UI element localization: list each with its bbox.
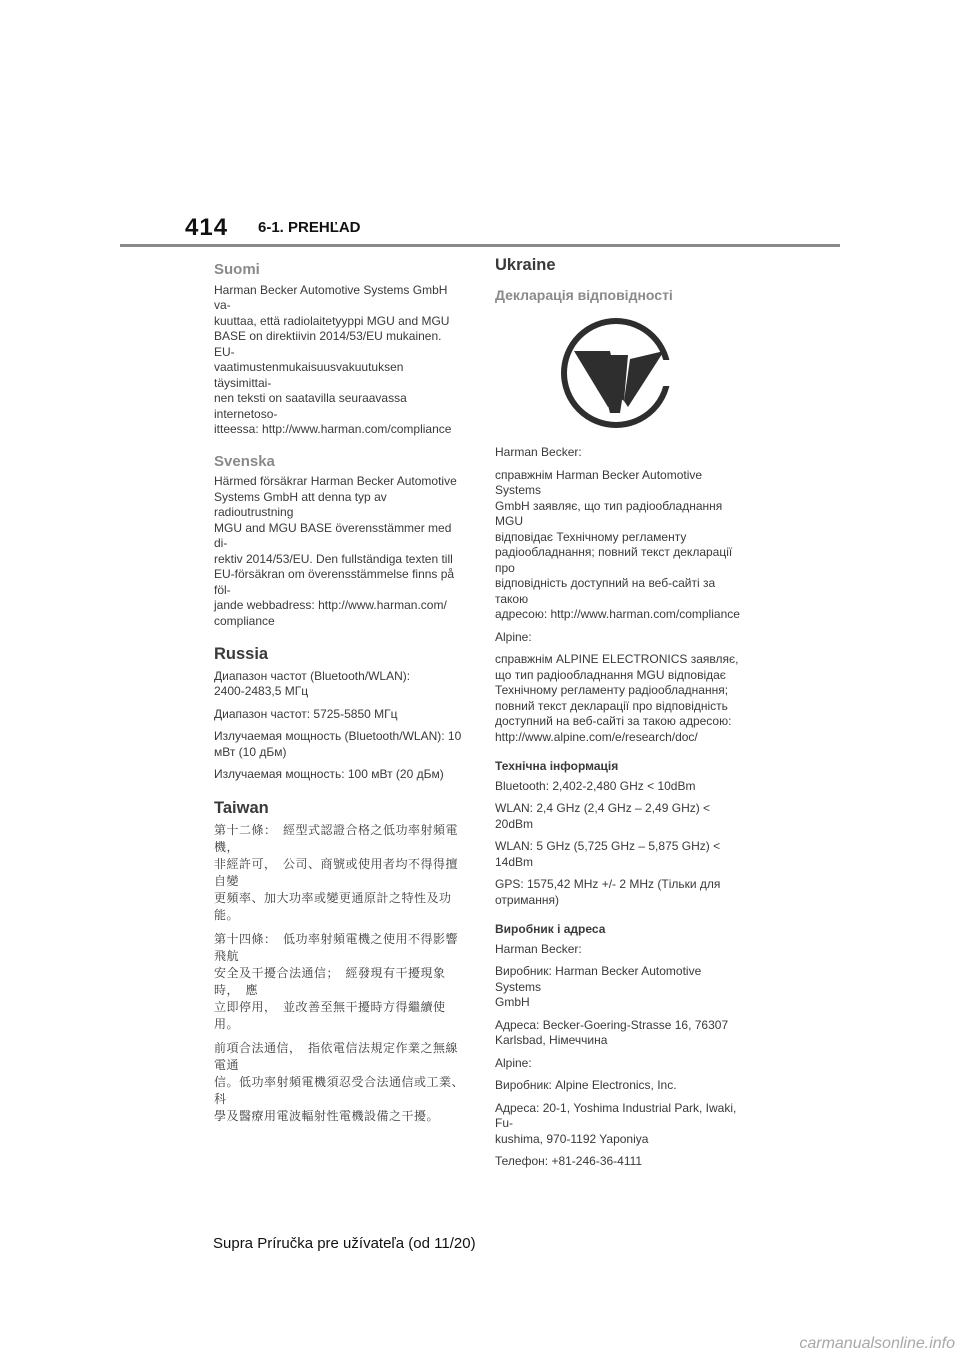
tech-bluetooth: Bluetooth: 2,402-2,480 GHz < 10dBm xyxy=(495,778,696,793)
russia-power-bt-wlan: Излучаемая мощность (Bluetooth/WLAN): 10 мВт (10 дБм) xyxy=(214,729,462,759)
harman-label: Harman Becker: xyxy=(495,445,582,459)
russia-power-5ghz: Излучаемая мощность: 100 мВт (20 дБм) xyxy=(214,767,444,781)
watermark: carmanualsonline.info xyxy=(799,1335,955,1352)
alpine-label: Alpine: xyxy=(495,629,532,644)
taiwan-article-12: 第十二條： 經型式認證合格之低功率射頻電機， 非經許可， 公司、商號或使用者均不得得擅自變 更頻率、加大功率或變更通原計之特性及功能。 xyxy=(214,823,459,922)
tech-info-heading: Технічна інформація xyxy=(495,759,619,773)
ukraine-conformity-mark-icon xyxy=(560,315,680,433)
suomi-section xyxy=(214,262,464,438)
manufacturer-alpine-address: Адреса: 20-1, Yoshima Industrial Park, Iwaki, Fu- kushima, 970-1192 Yaponiya xyxy=(495,1100,737,1146)
manufacturer-alpine-phone: Телефон: +81-246-36-4111 xyxy=(495,1154,643,1168)
tech-wlan-24: WLAN: 2,4 GHz (2,4 GHz – 2,49 GHz) < 20dBm xyxy=(495,801,711,831)
left-column xyxy=(214,258,464,1132)
russia-heading: Russia xyxy=(214,645,269,663)
manufacturer-heading: Виробник і адреса xyxy=(495,922,606,936)
declaration-heading: Декларація відповідності xyxy=(495,286,673,303)
svenska-section xyxy=(214,454,464,630)
manufacturer-harman-name: Виробник: Harman Becker Automotive Systems GmbH xyxy=(495,964,702,1009)
header-rule xyxy=(120,244,840,247)
manufacturer-alpine-name: Виробник: Alpine Electronics, Inc. xyxy=(495,1078,677,1092)
right-column xyxy=(495,258,745,1177)
manufacturer-harman-label: Harman Becker: xyxy=(495,941,582,956)
taiwan-legal-communication: 前項合法通信， 指依電信法規定作業之無線電通 信。低功率射頻電機須忍受合法通信或工業、科 學及醫療用電波輻射性電機設備之干擾。 xyxy=(214,1041,465,1123)
svenska-text: Härmed försäkrar Harman Becker Automotive Systems GmbH att denna typ av radioutrustning MGU and MGU BASE överensstämmer med di- rektiv 2014/53/EU. Den fullständiga texten till EU-försäkran om överensstämmelse finns på föl- jande webbadress: http://www.harman.com/ compliance xyxy=(214,474,457,628)
svenska-heading: Svenska xyxy=(214,452,275,470)
ukraine-conformity-mark xyxy=(495,315,745,433)
russia-frequency-bt-wlan: Диапазон частот (Bluetooth/WLAN): 2400-2483,5 МГц xyxy=(214,668,411,698)
tech-wlan-5: WLAN: 5 GHz (5,725 GHz – 5,875 GHz) < 14dBm xyxy=(495,839,721,869)
section-title: 6-1. PREHĽAD xyxy=(258,219,361,236)
russia-frequency-5ghz: Диапазон частот: 5725-5850 МГц xyxy=(214,706,398,721)
page-number: 414 xyxy=(185,214,229,241)
russia-section xyxy=(214,647,464,783)
taiwan-section xyxy=(214,798,465,1126)
taiwan-article-14: 第十四條： 低功率射頻電機之使用不得影響飛航 安全及干擾合法通信； 經發現有干擾現象時， 應 立即停用， 並改善至無干擾時方得繼續使用。 xyxy=(214,932,459,1031)
suomi-text: Harman Becker Automotive Systems GmbH va- kuuttaa, että radiolaitetyyppi MGU and MGU BASE on direktiivin 2014/53/EU mukainen. EU- vaatimustenmukaisuusvakuutuksen täysimittai- nen teksti on saatavilla seuraavassa internetoso- itteessa: http://www.harman.com/compliance xyxy=(214,282,452,436)
ukraine-heading: Ukraine xyxy=(495,256,556,274)
suomi-heading: Suomi xyxy=(214,261,260,278)
tech-gps: GPS: 1575,42 MHz +/- 2 MHz (Тільки для отримання) xyxy=(495,877,721,907)
manufacturer-alpine-label: Alpine: xyxy=(495,1055,532,1070)
alpine-declaration: справжнім ALPINE ELECTRONICS заявляє, що тип радіообладнання MGU відповідає Технічному регламенту радіообладнання; повний текст декларації про відповідність доступний на веб-сайті за такою адресою: http://www.alpine.com/e/research/doc/ xyxy=(495,652,739,744)
taiwan-heading: Taiwan xyxy=(214,798,269,817)
manufacturer-harman-address: Адреса: Becker-Goering-Strasse 16, 76307 Karlsbad, Німеччина xyxy=(495,1017,729,1047)
manual-footer: Supra Príručka pre užívateľa (od 11/20) xyxy=(213,1235,476,1252)
harman-declaration: справжнім Harman Becker Automotive Systems GmbH заявляє, що тип радіообладнання MGU відповідає Технічному регламенту радіообладнання; повний текст декларації про відповідність доступний на веб-сайті за такою адресою: http://www.harman.com/compliance xyxy=(495,467,740,621)
